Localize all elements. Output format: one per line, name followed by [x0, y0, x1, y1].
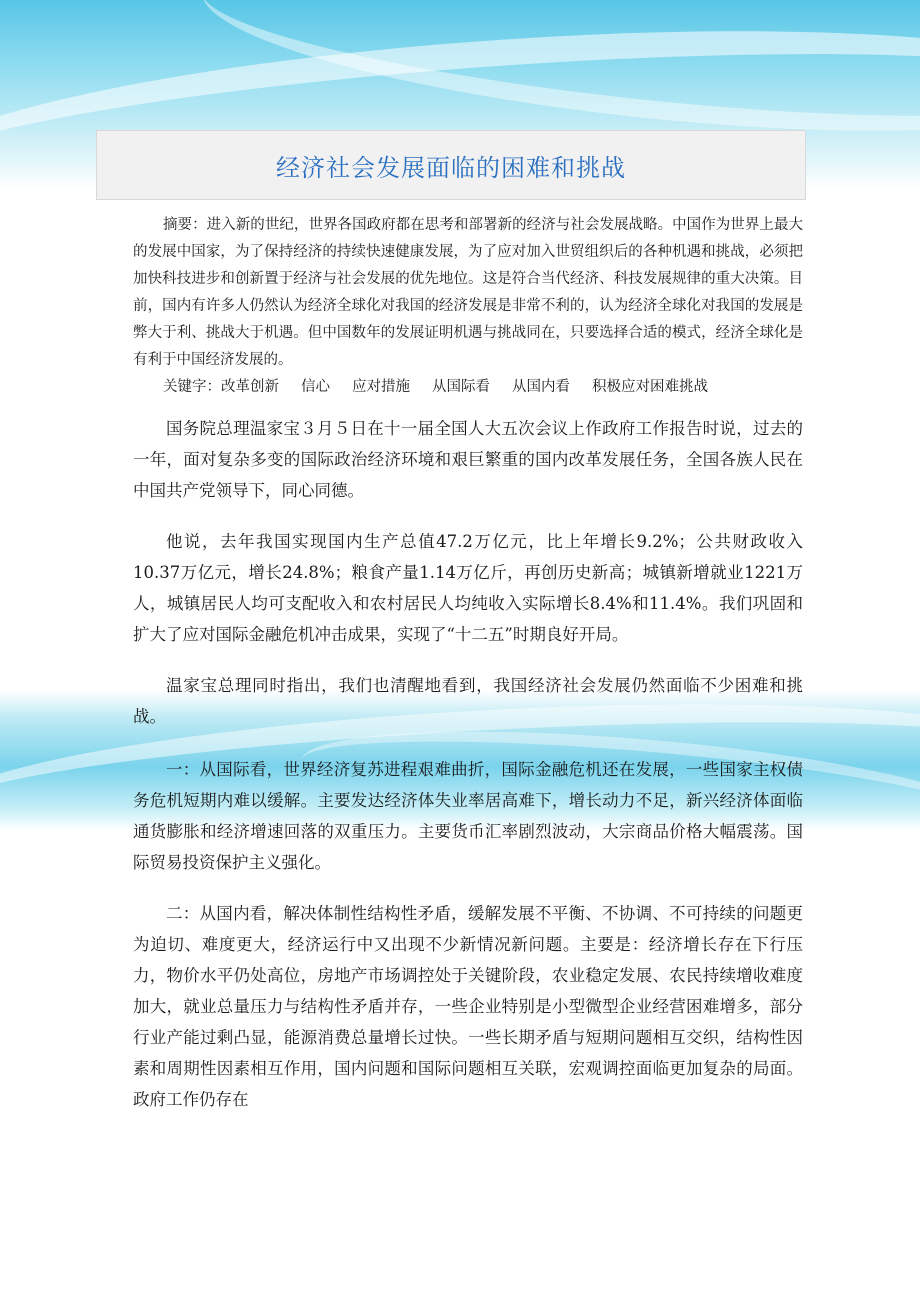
body-paragraph: 他说，去年我国实现国内生产总值47.2万亿元，比上年增长9.2%；公共财政收入10.37万亿元，增长24.8%；粮食产量1.14万亿斤，再创历史新高；城镇新增就业1221万人，城镇居民人均可支配收入和农村居民人均纯收入实际增长8.4%和11.4%。我们巩固和扩大了应对国际金融危机冲击成果，实现了“十二五”时期良好开局。 [133, 532, 803, 644]
keyword: 应对措施 [352, 379, 410, 395]
body-paragraph: 一：从国际看，世界经济复苏进程艰难曲折，国际金融危机还在发展，一些国家主权债务危机短期内难以缓解。主要发达经济体失业率居高难下，增长动力不足，新兴经济体面临通货膨胀和经济增速回落的双重压力。主要货币汇率剧烈波动，大宗商品价格大幅震荡。国际贸易投资保护主义强化。 [133, 760, 803, 872]
keyword: 从国内看 [512, 379, 570, 395]
keyword: 从国际看 [432, 379, 490, 395]
keyword: 信心 [301, 379, 330, 395]
keywords-line [163, 374, 803, 401]
document-title: 经济社会发展面临的困难和挑战 [276, 153, 626, 182]
keyword: 改革创新 [221, 379, 279, 395]
title-box [96, 130, 806, 200]
body-paragraph: 二：从国内看，解决体制性结构性矛盾，缓解发展不平衡、不协调、不可持续的问题更为迫切、难度更大，经济运行中又出现不少新情况新问题。主要是：经济增长存在下行压力，物价水平仍处高位，房地产市场调控处于关键阶段，农业稳定发展、农民持续增收难度加大，就业总量压力与结构性矛盾并存，一些企业特别是小型微型企业经营困难增多，部分行业产能过剩凸显，能源消费总量增长过快。一些长期矛盾与短期问题相互交织，结构性因素和周期性因素相互作用，国内问题和国际问题相互关联，宏观调控面临更加复杂的局面。政府工作仍存在 [133, 904, 803, 1109]
keywords-label: 关键字： [163, 379, 221, 395]
body-paragraph: 温家宝总理同时指出，我们也清醒地看到，我国经济社会发展仍然面临不少困难和挑战。 [133, 676, 803, 726]
abstract-paragraph: 摘要：进入新的世纪，世界各国政府都在思考和部署新的经济与社会发展战略。中国作为世界上最大的发展中国家，为了保持经济的持续快速健康发展，为了应对加入世贸组织后的各种机遇和挑战，必须把加快科技进步和创新置于经济与社会发展的优先地位。这是符合当代经济、科技发展规律的重大决策。目前，国内有许多人仍然认为经济全球化对我国的经济发展是非常不利的，认为经济全球化对我国的发展是弊大于利、挑战大于机遇。但中国数年的发展证明机遇与挑战同在，只要选择合适的模式，经济全球化是有利于中国经济发展的。 [133, 217, 803, 368]
keyword: 积极应对困难挑战 [592, 379, 708, 395]
document-body [133, 212, 803, 1115]
body-paragraph: 国务院总理温家宝３月５日在十一届全国人大五次会议上作政府工作报告时说，过去的一年，面对复杂多变的国际政治经济环境和艰巨繁重的国内改革发展任务，全国各族人民在中国共产党领导下，同心同德。 [133, 419, 803, 500]
